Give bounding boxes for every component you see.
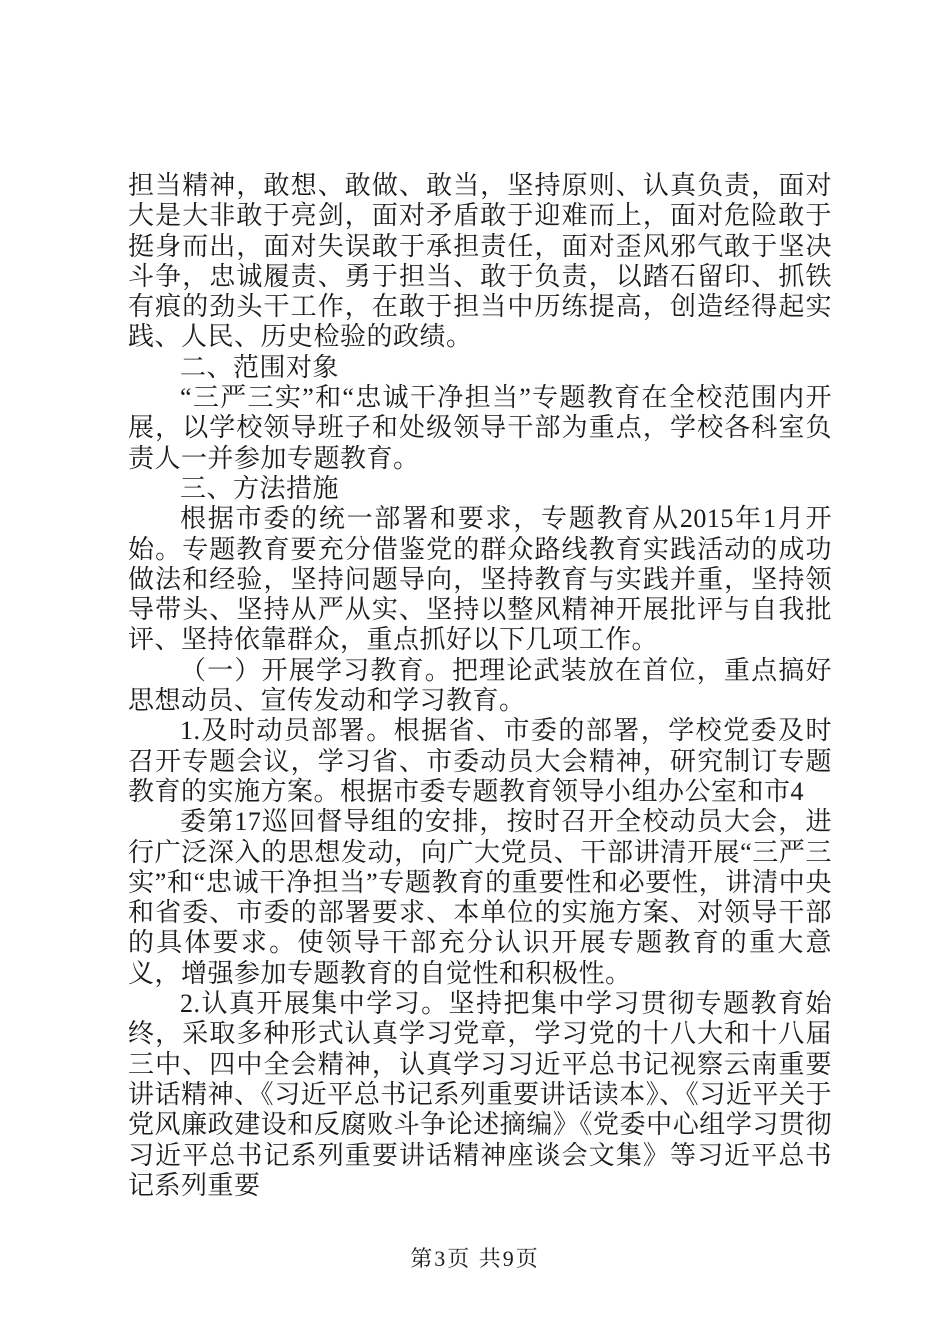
page-number: 第3页 共9页 (410, 1246, 540, 1271)
item-2-paragraph: 2.认真开展集中学习。坚持把集中学习贯彻专题教育始终，采取多种形式认真学习党章，学习党的十八大和十八届三中、四中全会精神，认真学习习近平总书记视察云南重要讲话精神、《习近平总书记系列重要讲话读本》、《习近平关于党风廉政建设和反腐败斗争论述摘编》《党委中心组学习贯彻习近平总书记系列重要讲话精神座谈会文集》等习近平总书记系列重要 (128, 989, 832, 1200)
document-body (128, 171, 832, 1201)
section-heading-3: 三、方法措施 (180, 473, 340, 503)
continuation-paragraph: 担当精神，敢想、敢做、敢当，坚持原则、认真负责，面对大是大非敢于亮剑，面对矛盾敢于迎难而上，面对危险敢于挺身而出，面对失误敢于承担责任，面对歪风邪气敢于坚决斗争，忠诚履责、勇于担当、敢于负责，以踏石留印、抓铁有痕的劲头干工作，在敢于担当中历练提高，创造经得起实践、人民、历史检验的政绩。 (128, 171, 832, 352)
methods-intro-paragraph: 根据市委的统一部署和要求，专题教育从2015年1月开始。专题教育要充分借鉴党的群众路线教育实践活动的成功做法和经验，坚持问题导向，坚持教育与实践并重，坚持领导带头、坚持从严从实、坚持以整风精神开展批评与自我批评、坚持依靠群众，重点抓好以下几项工作。 (128, 504, 832, 655)
item-1-continued-paragraph: 委第17巡回督导组的安排，按时召开全校动员大会，进行广泛深入的思想发动，向广大党员、干部讲清开展“三严三实”和“忠诚干净担当”专题教育的重要性和必要性，讲清中央和省委、市委的部署要求、本单位的实施方案、对领导干部的具体要求。使领导干部充分认识开展专题教育的重大意义，增强参加专题教育的自觉性和积极性。 (128, 807, 832, 988)
item-1-paragraph: 1.及时动员部署。根据省、市委的部署，学校党委及时召开专题会议，学习省、市委动员大会精神，研究制订专题教育的实施方案。根据市委专题教育领导小组办公室和市4 (128, 716, 832, 806)
scope-paragraph: “三严三实”和“忠诚干净担当”专题教育在全校范围内开展，以学校领导班子和处级领导干部为重点，学校各科室负责人一并参加专题教育。 (128, 383, 832, 473)
section-heading-2: 二、范围对象 (180, 352, 340, 382)
subsection-1-heading-paragraph: （一）开展学习教育。把理论武装放在首位，重点搞好思想动员、宣传发动和学习教育。 (128, 655, 832, 716)
